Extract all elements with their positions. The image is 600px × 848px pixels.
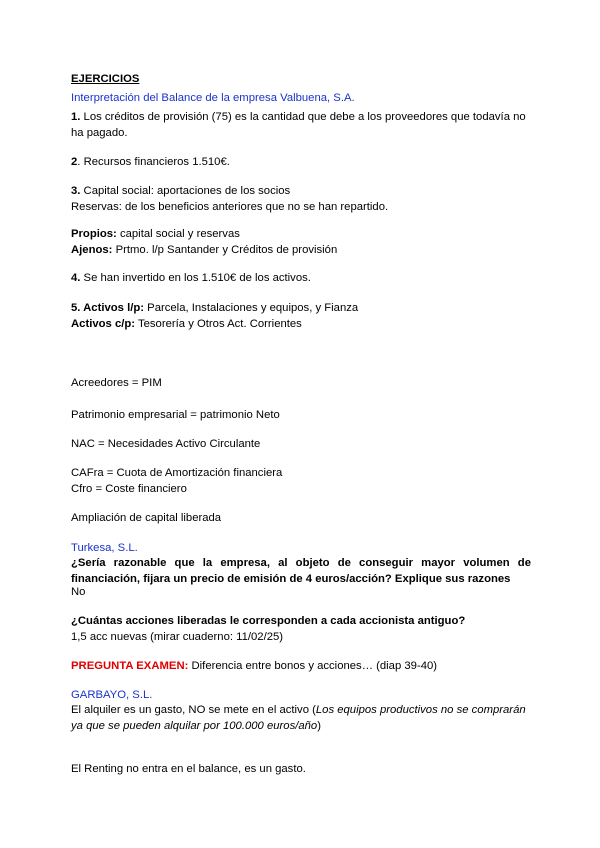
answer-2: 1,5 acc nuevas (mirar cuaderno: 11/02/25) xyxy=(71,631,284,643)
propios-text: capital social y reservas xyxy=(116,228,240,240)
activos-cp-text: Tesorería y Otros Act. Corrientes xyxy=(135,318,302,330)
exam-label: PREGUNTA EXAMEN: xyxy=(71,660,189,672)
item-2-number: 2 xyxy=(71,156,78,168)
item-1-number: 1. xyxy=(71,111,81,123)
ajenos-line xyxy=(71,242,531,258)
definition-acreedores: Acreedores = PIM xyxy=(71,377,162,389)
item-2 xyxy=(71,154,531,170)
item-3-text: Capital social: aportaciones de los socios xyxy=(80,185,291,197)
item-2-text: . Recursos financieros 1.510€. xyxy=(77,156,230,168)
item-3 xyxy=(71,183,531,199)
section-title-valbuena: Interpretación del Balance de la empresa Valbuena, S.A. xyxy=(71,92,355,104)
page-heading: EJERCICIOS xyxy=(71,73,140,85)
item-1 xyxy=(71,109,531,141)
item-4 xyxy=(71,270,531,286)
garbayo-italic: Los equipos productivos no se comprarán ya que se pueden alquilar por 100.000 euros/año xyxy=(71,704,526,732)
garbayo-text: El alquiler es un gasto, NO se mete en el activo ( xyxy=(71,704,316,716)
definition-cfro: Cfro = Coste financiero xyxy=(71,483,187,495)
renting-note: El Renting no entra en el balance, es un gasto. xyxy=(71,763,306,775)
definition-nac: NAC = Necesidades Activo Circulante xyxy=(71,438,261,450)
item-5 xyxy=(71,300,531,316)
item-3-number: 3. xyxy=(71,185,81,197)
definition-ampliacion: Ampliación de capital liberada xyxy=(71,512,222,524)
item-5-text: Parcela, Instalaciones y equipos, y Fianza xyxy=(144,302,359,314)
section-title-garbayo: GARBAYO, S.L. xyxy=(71,689,153,701)
activos-cp-label: Activos c/p: xyxy=(71,318,136,330)
ajenos-label: Ajenos: xyxy=(71,244,113,256)
exam-text: Diferencia entre bonos y acciones… (diap 39-40) xyxy=(188,660,438,672)
garbayo-paragraph xyxy=(71,702,531,734)
question-1 xyxy=(71,555,531,587)
question-2 xyxy=(71,613,531,629)
item-1-text: Los créditos de provisión (75) es la cantidad que debe a los proveedores que todavía no ha pagado. xyxy=(71,111,526,139)
item-5-label: 5. Activos l/p: xyxy=(71,302,145,314)
definition-patrimonio: Patrimonio empresarial = patrimonio Neto xyxy=(71,409,280,421)
item-3-line-2: Reservas: de los beneficios anteriores que no se han repartido. xyxy=(71,201,389,213)
garbayo-close: ) xyxy=(317,720,321,732)
propios-label: Propios: xyxy=(71,228,117,240)
answer-1: No xyxy=(71,586,86,598)
section-title-turkesa: Turkesa, S.L. xyxy=(71,542,138,554)
exam-question xyxy=(71,658,531,674)
ajenos-text: Prtmo. l/p Santander y Créditos de provisión xyxy=(112,244,338,256)
activos-cp-line xyxy=(71,316,531,332)
propios-line xyxy=(71,226,531,242)
item-4-text: Se han invertido en los 1.510€ de los activos. xyxy=(80,272,311,284)
definition-cafra: CAFra = Cuota de Amortización financiera xyxy=(71,467,283,479)
item-4-number: 4. xyxy=(71,272,81,284)
question-2-text: ¿Cuántas acciones liberadas le corresponden a cada accionista antiguo? xyxy=(71,615,466,627)
question-1-text: ¿Sería razonable que la empresa, al objeto de conseguir mayor volumen de financiación, fijara un precio de emisión de 4 euros/acción? Explique sus razones xyxy=(71,557,531,585)
